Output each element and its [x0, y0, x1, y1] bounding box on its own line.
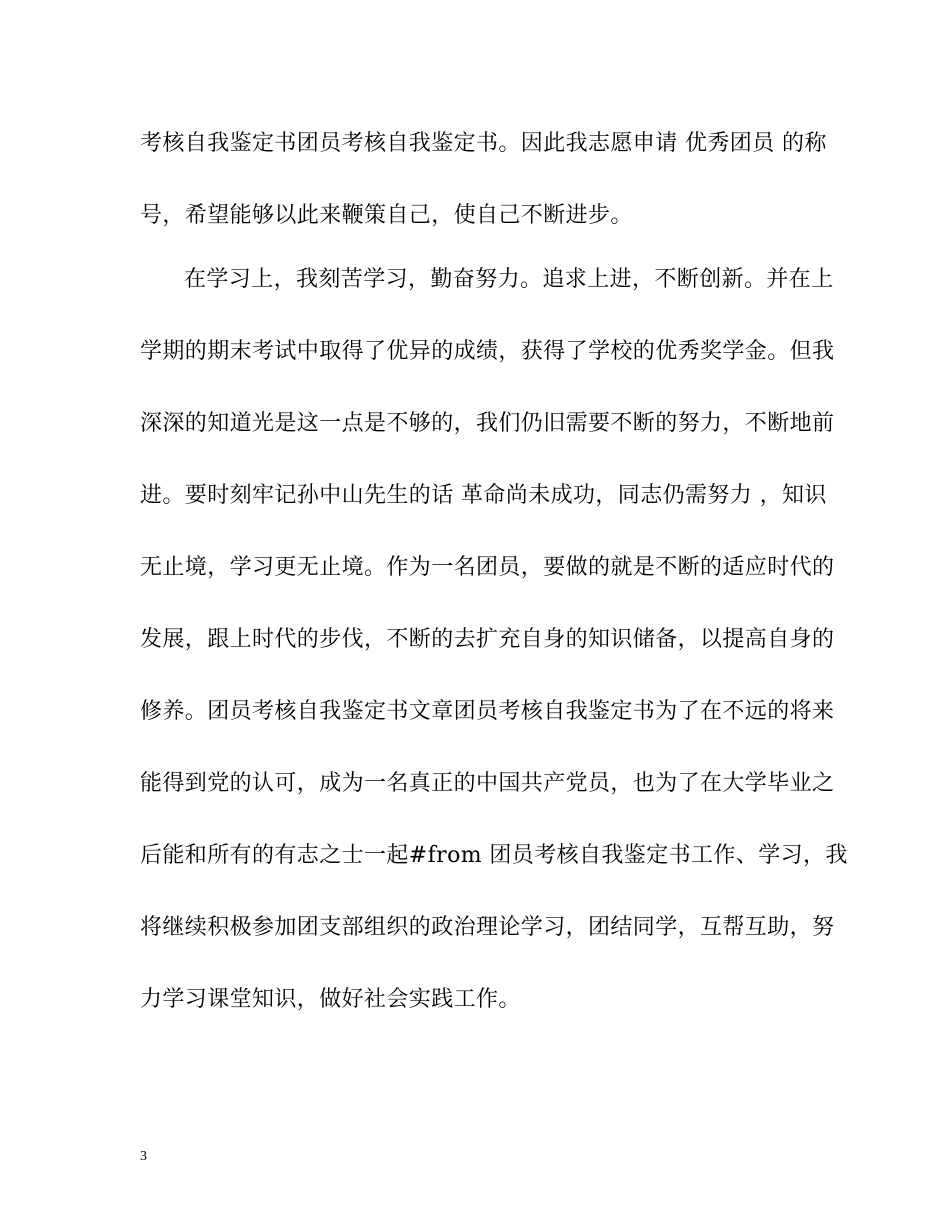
text-line: 能得到党的认可，成为一名真正的中国共产党员，也为了在大学毕业之: [140, 771, 835, 796]
text-line: 力学习课堂知识，做好社会实践工作。: [140, 987, 521, 1012]
text-line: 在学习上，我刻苦学习，勤奋努力。追求上进，不断创新。并在上: [184, 267, 834, 292]
text-line: 将继续积极参加团支部组织的政治理论学习，团结同学，互帮互助，努: [140, 915, 835, 940]
text-line: 修养。团员考核自我鉴定书文章团员考核自我鉴定书为了在不远的将来: [140, 699, 835, 724]
text-line: 无止境，学习更无止境。作为一名团员，要做的就是不断的适应时代的: [140, 555, 835, 580]
text-line: 发展，跟上时代的步伐，不断的去扩充自身的知识储备，以提高自身的: [140, 627, 835, 652]
text-line: 号，希望能够以此来鞭策自己，使自己不断进步。: [140, 203, 633, 228]
text-line: 进。要时刻牢记孙中山先生的话 革命尚未成功，同志仍需努力 ，知识: [140, 483, 827, 508]
text-line: 深深的知道光是这一点是不够的，我们仍旧需要不断的努力，不断地前: [140, 411, 835, 436]
page-number: 3: [140, 1149, 147, 1164]
text-line: 学期的期末考试中取得了优异的成绩，获得了学校的优秀奖学金。但我: [140, 339, 835, 364]
text-line: 后能和所有的有志之士一起#from 团员考核自我鉴定书工作、学习，我: [140, 843, 848, 868]
text-line: 考核自我鉴定书团员考核自我鉴定书。因此我志愿申请 优秀团员 的称: [140, 131, 827, 156]
